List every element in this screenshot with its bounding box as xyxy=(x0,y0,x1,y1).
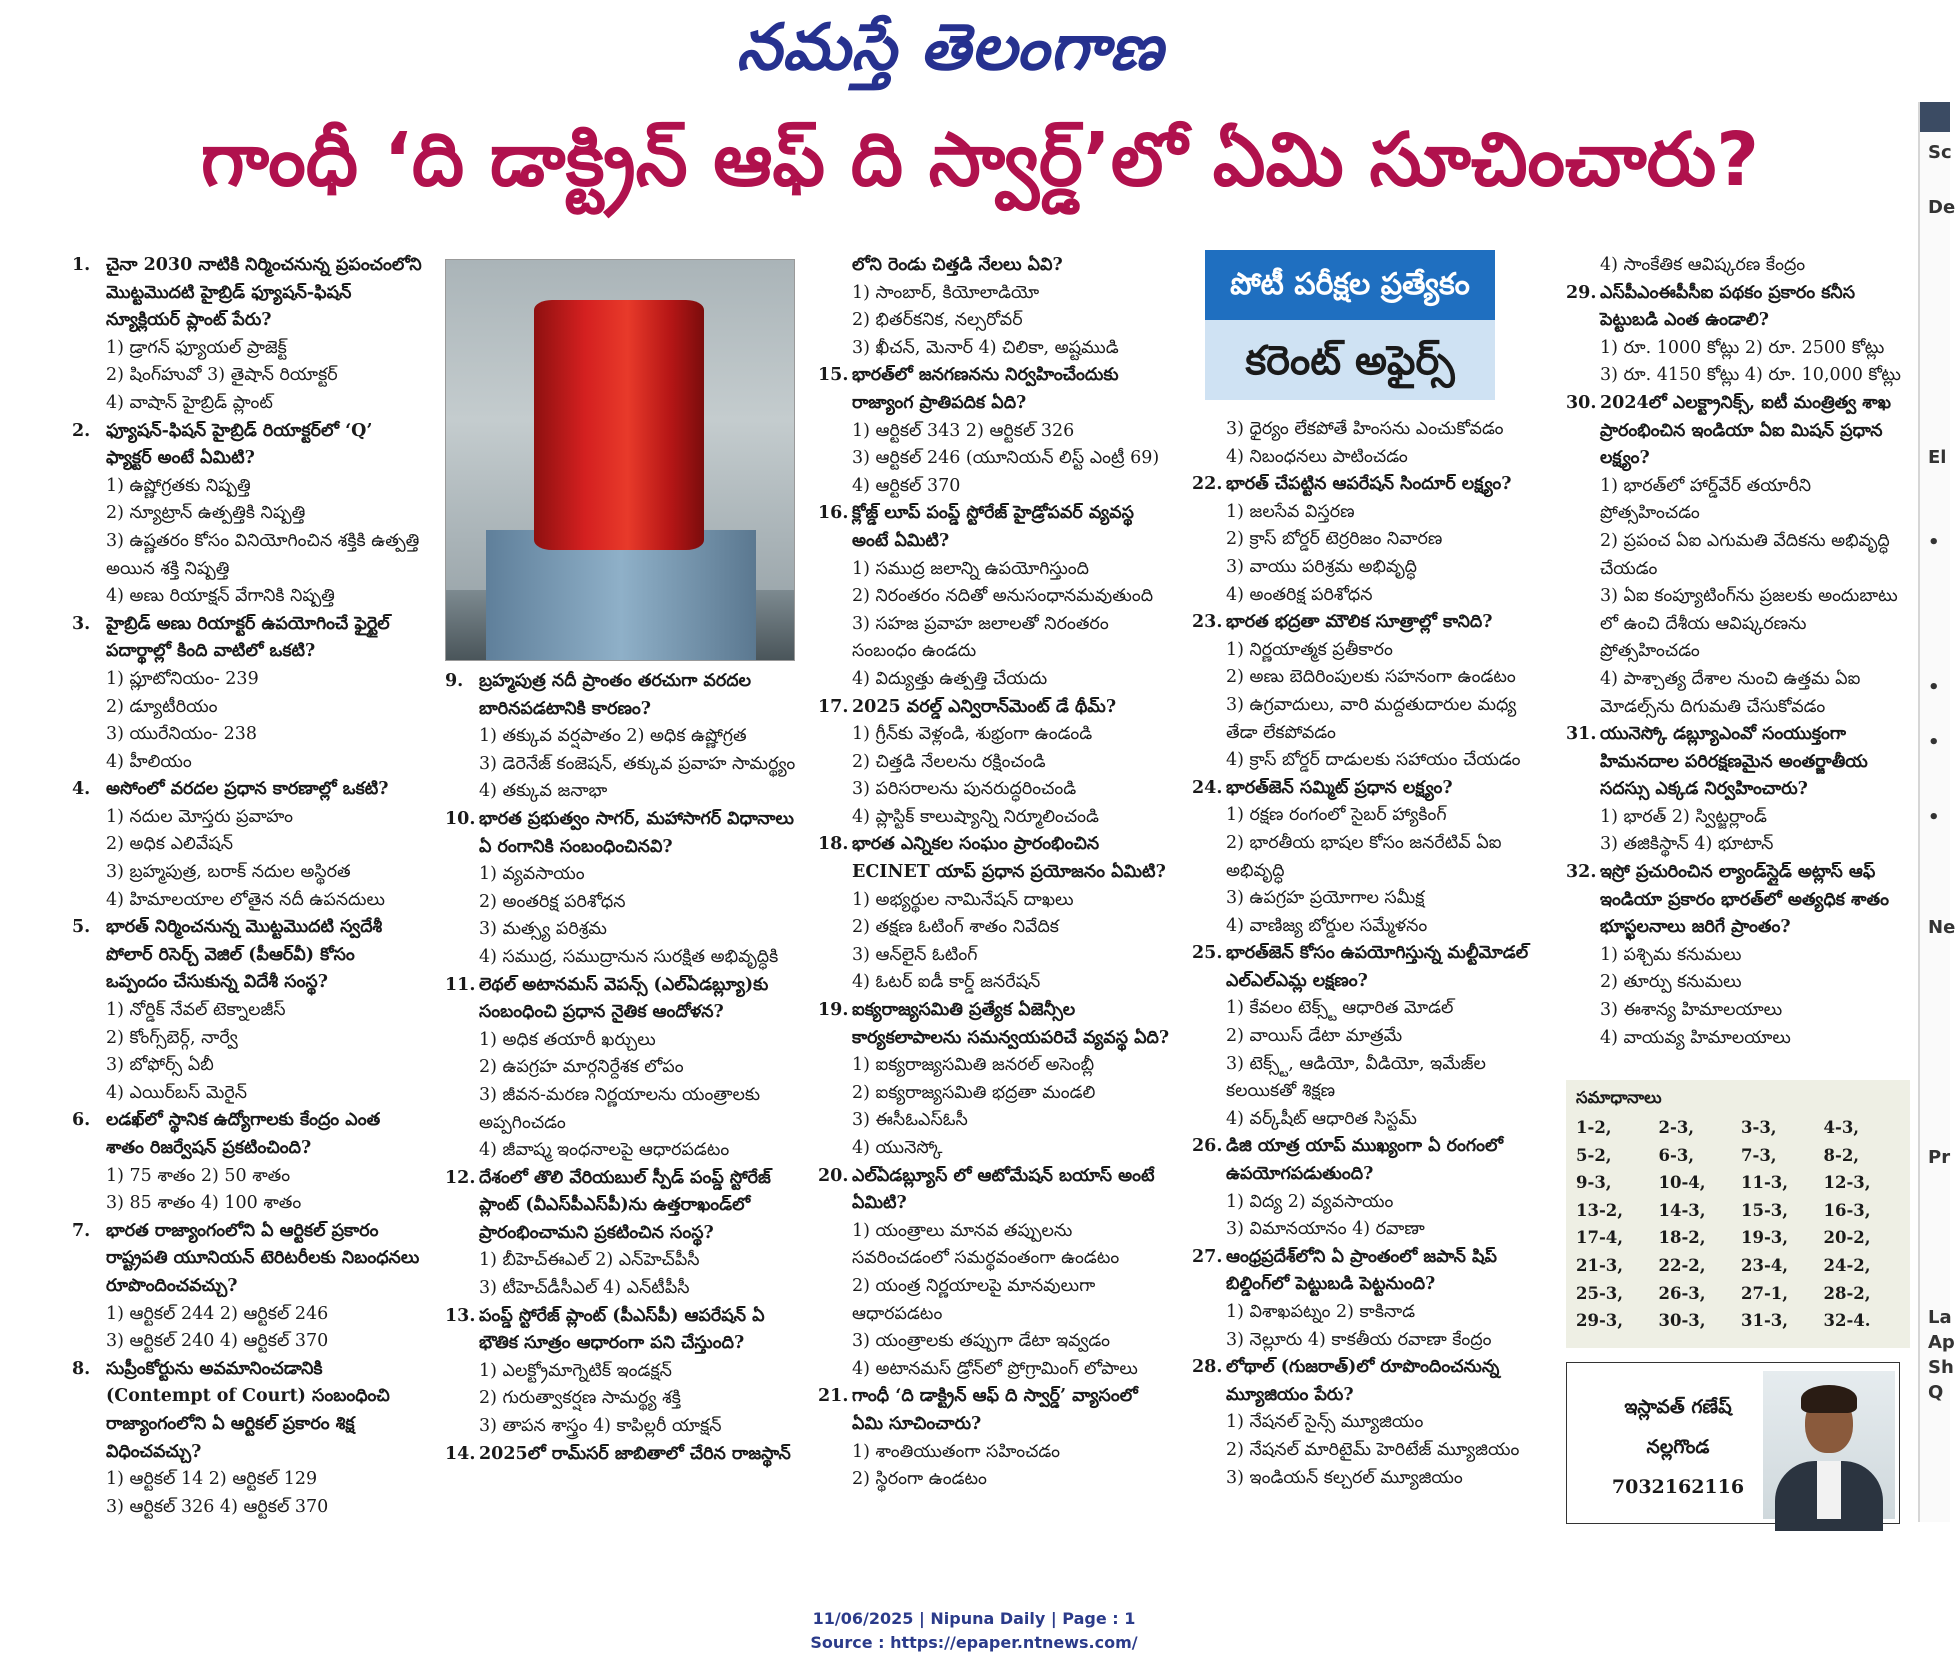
answer-option: 1) ఆర్టికల్ 14 2) ఆర్టికల్ 129 xyxy=(106,1469,318,1490)
question-number: 11. xyxy=(445,974,476,995)
column-3 xyxy=(818,252,1170,1494)
answer-option: 1) విశాఖపట్నం 2) కాకినాడ xyxy=(1226,1302,1416,1322)
question-text xyxy=(72,914,422,997)
answer-key-item: 28-2, xyxy=(1823,1283,1871,1303)
answer-key-item: 30-3, xyxy=(1658,1311,1706,1331)
question-number: 28. xyxy=(1192,1357,1223,1378)
answer-option: 2) షింగ్‌హువో 3) తైషాన్ రియాక్టర్ xyxy=(106,365,338,386)
question-text xyxy=(818,1383,1170,1438)
answer-key-item: 5-2, xyxy=(1576,1145,1612,1165)
answer-option: 2) స్థిరంగా ఉండటం xyxy=(852,1469,987,1490)
question-text xyxy=(72,252,422,335)
question-text xyxy=(1192,609,1544,637)
answer-option: 3) ఏఐ కంప్యూటింగ్‌ను ప్రజలకు అందుబాటు లో ఉంచి దేశీయ ఆవిష్కరణను ప్రోత్సహించడం xyxy=(1600,586,1898,662)
question-body: యునెస్కో డబ్ల్యూఎంవో సంయుక్తంగా హిమనదాల పరిరక్షణమైన అంతర్జాతీయ సదస్సు ఎక్కడ నిర్వహించారు? xyxy=(1600,724,1868,800)
answer-option: 4) ప్లాస్టిక్ కాలుష్యాన్ని నిర్మూలించండి xyxy=(852,806,1099,827)
question-number: 19. xyxy=(818,1000,849,1021)
answer-option: 1) బీహెచ్ఈఎల్ 2) ఎన్‌హెచ్‌పీసీ xyxy=(479,1250,700,1271)
question-body: లోని రెండు చిత్తడి నేలలు ఏవి? xyxy=(852,255,1063,275)
question-body: భారత్ నిర్మించనున్న మొట్టమొదటి స్వదేశీ పోలార్ రిసెర్చ్ వెజిల్ (పీఆర్‌వీ) కోసం ఒప్పందం చేసుకున్న విదేశీ సంస్థ? xyxy=(106,917,383,993)
answer-key-item: 20-2, xyxy=(1823,1228,1871,1248)
question-body: భారత్‌జెన్ కోసం ఉపయోగిస్తున్న మల్టీమోడల్ ఎల్ఎల్ఎమ్ల లక్షణం? xyxy=(1226,943,1529,991)
answer-option: 4) యునెస్కో xyxy=(852,1138,943,1158)
question-body: దేశంలో తొలి వేరియబుల్ స్పీడ్ పంప్డ్ స్టోరేజ్ ప్లాంట్ (వీఎస్‌పీఎస్‌పీ)ను ఉత్తరాఖండ్‌లో ప్రారంభించామని ప్రకటించిన సంస్థ? xyxy=(479,1167,771,1243)
answer-option: 3) ఈశాన్య హిమాలయాలు xyxy=(1600,1000,1783,1021)
answer-option: 1) భారత్‌లో హార్డ్‌వేర్ తయారీని ప్రోత్సహించడం xyxy=(1600,475,1812,524)
question-body: 2025 వరల్డ్ ఎన్విరాన్‌మెంట్ డే థీమ్? xyxy=(852,696,1117,717)
answer-option: 1) ఐక్యరాజ్యసమితి జనరల్ అసెంబ్లీ xyxy=(852,1055,1095,1076)
answer-key-item: 24-2, xyxy=(1823,1255,1871,1275)
answer-key-item: 27-1, xyxy=(1741,1283,1789,1303)
question-body: ఐక్యరాజ్యసమితి ప్రత్యేక ఏజెన్సీల కార్యకలాపాలను సమన్వయపరిచే వ్యవస్థ ఏది? xyxy=(852,1000,1170,1048)
answer-option: 3) ఆర్టికల్ 246 (యూనియన్ లిస్ట్ ఎంట్రీ 69) xyxy=(852,448,1160,469)
answer-key-item: 14-3, xyxy=(1658,1200,1706,1220)
answer-option: 2) గురుత్వాకర్షణ సామర్థ్య శక్తి xyxy=(479,1388,681,1409)
question-text xyxy=(445,1441,797,1469)
answer-option: 3) పరిసరాలను పునరుద్ధరించండి xyxy=(852,779,1077,800)
question-text xyxy=(72,1218,422,1301)
answer-option: 3) ఉపగ్రహ ప్రయోగాల సమీక్ష xyxy=(1226,888,1425,909)
answer-option: 2) ప్రపంచ ఏఐ ఎగుమతి వేదికను అభివృద్ధి చేయడం xyxy=(1600,530,1890,579)
answer-option: 3) నెల్లూరు 4) కాకతీయ రవాణా కేంద్రం xyxy=(1226,1329,1492,1350)
answer-option: 3) మత్స్య పరిశ్రమ xyxy=(479,919,607,940)
question-body: 2025లో రామ్‌సర్ జాబితాలో చేరిన రాజస్థాన్ xyxy=(479,1443,791,1464)
answer-option: 2) తక్షణ ఓటింగ్ శాతం నివేదిక xyxy=(852,917,1059,938)
answer-option: 3) సహజ ప్రవాహ జలాలతో నిరంతరం సంబంధం ఉండదు xyxy=(852,613,1109,662)
answer-option: 3) బోఫోర్స్ ఏబీ xyxy=(106,1055,214,1076)
question-body: లోథాల్ (గుజరాత్)లో రూపొందించనున్న మ్యూజియం పేరు? xyxy=(1226,1357,1500,1405)
answer-option: 4) హిమాలయాల లోతైన నదీ ఉపనదులు xyxy=(106,889,385,910)
answer-option: 2) చిత్తడి నేలలను రక్షించండి xyxy=(852,751,1046,772)
answer-key-item: 29-3, xyxy=(1576,1311,1624,1331)
answer-option: 2) క్రాస్ బోర్డర్ టెర్రరిజం నివారణ xyxy=(1226,529,1443,550)
answer-option: 3) ఖీచన్, మెనార్ 4) చిలికా, అష్టముడి xyxy=(852,337,1119,358)
answer-option: 3) టీహెచ్‌డీసీఎల్ 4) ఎన్‌టీపీసీ xyxy=(479,1278,690,1299)
question-text xyxy=(818,831,1170,886)
answer-option: 2) ఉపగ్రహ మార్గనిర్దేశక లోపం xyxy=(479,1057,684,1078)
answer-option: 1) పశ్చిమ కనుమలు xyxy=(1600,944,1742,965)
question-body: అసోంలో వరదల ప్రధాన కారణాల్లో ఒకటి? xyxy=(106,779,389,800)
answer-option: 1) రక్షణ రంగంలో సైబర్ హ్యాకింగ్ xyxy=(1226,805,1447,826)
answer-option: 3) ఆన్‌లైన్ ఓటింగ్ xyxy=(852,944,978,965)
question-text xyxy=(1566,390,1910,473)
edge-fragment-text: • xyxy=(1928,732,1940,753)
answer-option: 2) అధిక ఎలివేషన్ xyxy=(106,834,234,855)
answer-key-item: 21-3, xyxy=(1576,1255,1624,1275)
question-number: 23. xyxy=(1192,612,1223,633)
question-text xyxy=(1192,1133,1544,1188)
edge-fragment-text: • xyxy=(1928,807,1940,828)
question-body: భారత ప్రభుత్వం సాగర్, మహాసాగర్ విధానాలు ఏ రంగానికి సంబంధించినవి? xyxy=(479,808,794,857)
answer-option: 1) విద్య 2) వ్యవసాయం xyxy=(1226,1191,1394,1212)
question-text xyxy=(818,252,1170,280)
answer-option: 1) డ్రాగన్ ఫ్యూయల్ ప్రాజెక్ట్ xyxy=(106,337,287,358)
question-body: భారత భద్రతా మౌలిక సూత్రాల్లో కానిది? xyxy=(1226,612,1493,633)
question-text xyxy=(445,1165,797,1248)
answers-box xyxy=(1566,1080,1910,1348)
question-body: లెథల్ అటానమస్ వెపన్స్ (ఎల్ఏడబ్ల్యూ)కు సంబంధించి ప్రధాన నైతిక ఆందోళన? xyxy=(479,974,769,1023)
answer-option: 3) తాపన శాస్త్రం 4) కాపిల్లరీ యాక్షన్ xyxy=(479,1416,722,1437)
banner-title: పోటీ పరీక్షల ప్రత్యేకం xyxy=(1205,250,1495,320)
question-body: భారత్‌జెన్ సమ్మిట్ ప్రధాన లక్ష్యం? xyxy=(1226,777,1453,798)
answer-option: 3) ఆర్టికల్ 326 4) ఆర్టికల్ 370 xyxy=(106,1496,329,1517)
answer-option: 3) వాయు పరిశ్రమ అభివృద్ధి xyxy=(1226,556,1418,577)
edge-fragment-text: Q xyxy=(1928,1382,1944,1403)
page-headline: గాంధీ ‘ది డాక్ట్రిన్ ఆఫ్ ది స్వార్డ్’లో ఏమి సూచించారు? xyxy=(200,117,1760,203)
edge-fragment-text: Ne xyxy=(1928,917,1955,938)
question-number: 15. xyxy=(818,365,849,386)
question-text xyxy=(72,776,422,804)
question-text xyxy=(72,1356,422,1466)
answer-option: 4) వాషాన్ హైబ్రిడ్ ప్లాంట్ xyxy=(106,392,273,413)
answer-key-item: 32-4. xyxy=(1823,1311,1871,1331)
answer-key-item: 6-3, xyxy=(1658,1145,1695,1165)
answer-option: 3) 85 శాతం 4) 100 శాతం xyxy=(106,1193,302,1214)
question-text xyxy=(445,972,797,1027)
adjacent-page-edge xyxy=(1918,102,1955,1522)
question-text xyxy=(818,1163,1170,1218)
answer-option: 2) ఐక్యరాజ్యసమితి భద్రతా మండలి xyxy=(852,1082,1096,1103)
answer-option: 3) విమానయానం 4) రవాణా xyxy=(1226,1219,1425,1240)
question-text xyxy=(72,418,422,473)
answer-option: 2) నేషనల్ మారిటైమ్ హెరిటేజ్ మ్యూజియం xyxy=(1226,1439,1520,1460)
question-body: భారత్ చేపట్టిన ఆపరేషన్ సిందూర్ లక్ష్యం? xyxy=(1226,474,1512,495)
answer-option: 1) భారత్ 2) స్విట్జర్లాండ్ xyxy=(1600,806,1768,827)
question-body: భారత్‌లో జనగణనను నిర్వహించేందుకు రాజ్యాంగ ప్రాతిపదిక ఏది? xyxy=(852,365,1119,413)
question-number: 25. xyxy=(1192,943,1223,964)
answer-key-item: 12-3, xyxy=(1823,1173,1871,1193)
question-text xyxy=(1192,1244,1544,1299)
answer-option: 1) వ్యవసాయం xyxy=(479,864,585,885)
question-number: 17. xyxy=(818,696,849,717)
answer-key-item: 31-3, xyxy=(1741,1311,1789,1331)
question-number: 31. xyxy=(1566,724,1597,745)
masthead-logo: నమస్తే తెలంగాణ xyxy=(736,11,1164,85)
answers-grid xyxy=(1576,1116,1906,1333)
question-number: 27. xyxy=(1192,1246,1223,1267)
question-text xyxy=(1192,471,1544,499)
answer-option: 3) డెరెనేజ్ కంజెషన్, తక్కువ ప్రవాహ సామర్థ్యం xyxy=(479,753,796,774)
answer-option: 1) కేవలం టెక్స్ట్ ఆధారిత మోడల్ xyxy=(1226,998,1454,1019)
edge-fragment-text: • xyxy=(1928,677,1940,698)
answer-option: 3) యంత్రాలకు తప్పుగా డేటా ఇవ్వడం xyxy=(852,1331,1110,1352)
column-2 xyxy=(445,668,797,1468)
question-number: 7. xyxy=(72,1220,91,1241)
page-footer xyxy=(0,1607,1948,1655)
question-text xyxy=(72,611,422,666)
answer-option: 1) నోర్డిక్ నేవల్ టెక్నాలజీస్ xyxy=(106,1000,286,1021)
question-text xyxy=(1566,721,1910,804)
answer-option: 4) అంతరిక్ష పరిశోధన xyxy=(1226,584,1373,605)
answer-option: 2) భారతీయ భాషల కోసం జనరేటివ్ ఏఐ అభివృద్ధి xyxy=(1226,832,1502,881)
question-text xyxy=(1566,280,1910,335)
question-text xyxy=(818,500,1170,555)
answer-option: 1) ప్లూటోనియం- 239 xyxy=(106,668,259,689)
author-phone: 7032162116 xyxy=(1611,1476,1745,1498)
question-body: చైనా 2030 నాటికి నిర్మించనున్న ప్రపంచంలోని మొట్టమొదటి హైబ్రిడ్ ఫ్యూషన్-ఫిషన్ న్యూక్లియర్ ప్లాంట్ పేరు? xyxy=(106,255,422,331)
answer-option: 3) బ్రహ్మపుత్ర, బరాక్ నదుల అస్థిరత xyxy=(106,862,351,883)
question-text xyxy=(72,1107,422,1162)
answer-key-item: 18-2, xyxy=(1658,1228,1706,1248)
answer-key-item: 2-3, xyxy=(1658,1118,1695,1137)
answer-key-item: 3-3, xyxy=(1741,1118,1777,1137)
question-body: భారత ఎన్నికల సంఘం ప్రారంభించిన ECINET యాప్ ప్రధాన ప్రయోజనం ఏమిటి? xyxy=(852,834,1166,883)
edge-fragment-text: Sc xyxy=(1928,142,1952,163)
answer-option: 1) గ్రీన్‌కు వెళ్లండి, శుభ్రంగా ఉండండి xyxy=(852,724,1093,745)
answer-option: 3) ఉగ్రవాదులు, వారి మద్దతుదారుల మధ్య తేడా లేకపోవడం xyxy=(1226,694,1517,743)
question-number: 26. xyxy=(1192,1136,1223,1157)
question-body: ఎల్ఏడబ్ల్యూస్‌ లో ఆటోమేషన్ బయాస్ అంటే ఏమిటి? xyxy=(852,1165,1155,1214)
answer-option: 4) ఆర్టికల్ 370 xyxy=(852,475,961,496)
answer-option: 3) ధైర్యం లేకపోతే హింసను ఎంచుకోవడం xyxy=(1226,419,1504,439)
answer-option: 3) ఉష్ణతరం కోసం వినియోగించిన శక్తికి ఉత్పత్తి అయిన శక్తి నిష్పత్తి xyxy=(106,530,420,579)
answer-option: 1) సాంబార్, కియోలాడియో xyxy=(852,282,1040,303)
question-number: 12. xyxy=(445,1167,476,1188)
answer-option: 1) నదుల మోస్తరు ప్రవాహం xyxy=(106,806,294,827)
question-body: హైబ్రిడ్ అణు రియాక్టర్ ఉపయోగించే ఫైర్టైల్ పదార్థాల్లో కింది వాటిలో ఒకటి? xyxy=(106,613,390,662)
answer-option: 4) పాశ్చాత్య దేశాల నుంచి ఉత్తమ ఏఐ మోడల్స్‌ను దిగుమతి చేసుకోవడం xyxy=(1600,668,1861,717)
author-photo xyxy=(1763,1371,1895,1519)
answer-option: 3) ఆర్టికల్ 240 4) ఆర్టికల్ 370 xyxy=(106,1331,329,1352)
question-number: 6. xyxy=(72,1110,91,1131)
question-number: 5. xyxy=(72,917,91,938)
question-body: క్లోజ్డ్ లూప్ పంప్డ్ స్టోరేజ్ హైడ్రోపవర్ వ్యవస్థ అంటే ఏమిటి? xyxy=(852,503,1134,551)
answer-key-item: 25-3, xyxy=(1576,1283,1624,1303)
answer-option: 1) యంత్రాలు మానవ తప్పులను సవరించడంలో సమర్థవంతంగా ఉండటం xyxy=(852,1220,1120,1269)
answer-key-item: 9-3, xyxy=(1576,1173,1612,1193)
answer-option: 3) ఈసీఓఎస్‌ఓసీ xyxy=(852,1110,968,1131)
answer-option: 2) భితర్‌కనిక, నల్సరోవర్ xyxy=(852,310,1023,331)
answer-key-item: 11-3, xyxy=(1741,1173,1789,1193)
answer-option: 4) జీవాష్మ ఇంధనాలపై ఆధారపడటం xyxy=(479,1140,730,1161)
answer-option: 4) క్రాస్ బోర్డర్ దాడులకు సహాయం చేయడం xyxy=(1226,750,1521,771)
section-banner xyxy=(1205,250,1495,400)
answer-key-item: 22-2, xyxy=(1658,1255,1706,1275)
answer-option: 1) ఉష్ణోగ్రతకు నిష్పత్తి xyxy=(106,475,251,496)
answer-key-item: 8-2, xyxy=(1823,1145,1860,1165)
question-body: భారత రాజ్యాంగంలోని ఏ ఆర్టికల్ ప్రకారం రాష్ట్రపతి యూనియన్ టెరిటరీలకు నిబంధనలు రూపొందించవచ్చు? xyxy=(106,1220,420,1296)
edge-fragment-text: • xyxy=(1928,532,1940,553)
answer-key-item: 7-3, xyxy=(1741,1145,1777,1165)
answer-option: 2) నిరంతరం నదితో అనుసంధానమవుతుంది xyxy=(852,586,1154,607)
answer-option: 1) రూ. 1000 కోట్లు 2) రూ. 2500 కోట్లు xyxy=(1600,337,1885,358)
answer-key-item: 19-3, xyxy=(1741,1228,1789,1248)
answer-key-item: 15-3, xyxy=(1741,1200,1789,1220)
question-number: 21. xyxy=(818,1386,849,1407)
question-number: 13. xyxy=(445,1305,476,1326)
answer-option: 4) నిబంధనలు పాటించడం xyxy=(1226,446,1408,467)
answer-option: 3) జీవన-మరణ నిర్ణయాలను యంత్రాలకు అప్పగించడం xyxy=(479,1084,761,1133)
answer-option: 1) సముద్ర జలాన్ని ఉపయోగిస్తుంది xyxy=(852,558,1089,579)
question-text xyxy=(1192,940,1544,995)
question-number: 18. xyxy=(818,834,849,855)
author-box xyxy=(1566,1362,1900,1524)
question-number: 24. xyxy=(1192,777,1223,798)
edge-fragment-text: Pr xyxy=(1928,1147,1951,1168)
answer-key-item: 16-3, xyxy=(1823,1200,1871,1220)
answer-option: 2) తూర్పు కనుమలు xyxy=(1600,972,1742,993)
answer-option: 1) 75 శాతం 2) 50 శాతం xyxy=(106,1165,291,1186)
question-body: బ్రహ్మపుత్ర నదీ ప్రాంతం తరచుగా వరదల బారినపడటానికి కారణం? xyxy=(479,671,751,719)
footer-source-line: Source : https://epaper.ntnews.com/ xyxy=(810,1633,1138,1652)
question-text xyxy=(1192,775,1544,803)
edge-fragment-text: Ap xyxy=(1928,1332,1955,1353)
answer-option: 3) తజికిస్థాన్ 4) భూటాన్ xyxy=(1600,834,1774,855)
question-text xyxy=(818,362,1170,417)
answer-option: 1) నిర్ణయాత్మక ప్రతీకారం xyxy=(1226,639,1393,660)
author-name: ఇస్లావత్ గణేష్ xyxy=(1624,1396,1732,1418)
answer-option: 2) న్యూట్రాన్ ఉత్పత్తికి నిష్పత్తి xyxy=(106,503,306,524)
answer-option: 1) శాంతియుతంగా సహించడం xyxy=(852,1441,1060,1462)
answer-option: 4) అణు రియాక్షన్ వేగానికి నిష్పత్తి xyxy=(106,586,335,607)
question-text xyxy=(1192,1354,1544,1409)
answer-option: 1) జలసేవ విస్తరణ xyxy=(1226,501,1355,522)
question-number: 30. xyxy=(1566,392,1597,413)
answer-option: 1) నేషనల్ సైన్స్ మ్యూజియం xyxy=(1226,1412,1424,1433)
answer-option: 4) సముద్ర, సముద్రానున సురక్షిత అభివృద్ధికి xyxy=(479,946,779,967)
answer-key-item: 4-3, xyxy=(1823,1118,1860,1137)
column-1 xyxy=(72,252,422,1521)
question-text xyxy=(818,997,1170,1052)
answer-option: 1) అభ్యర్థుల నామినేషన్ దాఖలు xyxy=(852,889,1074,910)
question-number: 16. xyxy=(818,503,849,524)
answer-option: 2) యంత్ర నిర్ణయాలపై మానవులుగా ఆధారపడటం xyxy=(852,1275,1096,1324)
banner-subtitle: కరెంట్ అఫైర్స్ xyxy=(1245,338,1455,384)
answer-option: 4) వాణిజ్య బోర్డుల సమ్మేళనం xyxy=(1226,915,1428,936)
edge-fragment-text: La xyxy=(1928,1307,1952,1328)
question-body: లడఖ్‌లో స్థానిక ఉద్యోగాలకు కేంద్రం ఎంత శాతం రిజర్వేషన్ ప్రకటించింది? xyxy=(106,1110,381,1158)
column-5 xyxy=(1566,252,1910,1052)
question-body: ఆంధ్రప్రదేశ్‌లోని ఏ ప్రాంతంలో జపాన్ షిప్ బిల్డింగ్‌లో పెట్టుబడి పెట్టనుంది? xyxy=(1226,1246,1497,1295)
answer-option: 4) విద్యుత్తు ఉత్పత్తి చేయదు xyxy=(852,668,1048,689)
question-number: 3. xyxy=(72,613,91,634)
answer-option: 1) తక్కువ వర్షపాతం 2) అధిక ఉష్ణోగ్రత xyxy=(479,726,747,747)
question-number: 32. xyxy=(1566,862,1597,883)
answer-key-item: 13-2, xyxy=(1576,1200,1624,1220)
question-body: ఫ్యూషన్-ఫిషన్ హైబ్రిడ్ రియాక్టర్‌లో ‘Q’ ఫ్యాక్టర్ అంటే ఏమిటి? xyxy=(106,420,373,469)
question-body: ఇస్రో ప్రచురించిన ల్యాండ్‌స్లైడ్ అట్లాస్ ఆఫ్ ఇండియా ప్రకారం భారత్‌లో అత్యధిక శాతం భూస్ఖలనాలు జరిగే ప్రాంతం? xyxy=(1600,862,1889,938)
author-place: నల్లగొండ xyxy=(1646,1436,1710,1458)
answer-option: 2) కోంగ్స్‌బెర్గ్, నార్వే xyxy=(106,1027,238,1048)
question-number: 1. xyxy=(72,255,91,275)
answer-key-item: 23-4, xyxy=(1741,1255,1789,1275)
question-body: గాంధీ ‘ది డాక్ట్రిన్ ఆఫ్ ది స్వార్డ్’ వ్యాసంలో ఏమి సూచించారు? xyxy=(852,1386,1138,1434)
question-body: డిజి యాత్ర యాప్ ముఖ్యంగా ఏ రంగంలో ఉపయోగపడుతుంది? xyxy=(1226,1136,1503,1185)
answer-option: 1) ఆర్టికల్ 244 2) ఆర్టికల్ 246 xyxy=(106,1303,329,1324)
answer-option: 4) అటానమస్ డ్రోన్‌లో ప్రోగ్రామింగ్ లోపాలు xyxy=(852,1358,1138,1379)
question-number: 4. xyxy=(72,779,91,800)
answer-option: 4) వాయవ్య హిమాలయాలు xyxy=(1600,1027,1791,1048)
answer-option: 2) అంతరిక్ష పరిశోధన xyxy=(479,891,626,912)
question-body: 2024లో ఎలక్ట్రానిక్స్, ఐటీ మంత్రిత్వ శాఖ ప్రారంభించిన ఇండియా ఏఐ మిషన్ ప్రధాన లక్ష్యం? xyxy=(1600,392,1891,469)
column-4 xyxy=(1192,416,1544,1492)
answer-option: 1) ఎలక్ట్రోమాగ్నెటిక్ ఇండక్షన్ xyxy=(479,1360,672,1381)
question-text xyxy=(445,668,797,723)
answer-key-item: 26-3, xyxy=(1658,1283,1706,1303)
edge-fragment-text: De xyxy=(1928,197,1955,218)
answer-option: 4) ఓటర్ ఐడీ కార్డ్ జనరేషన్ xyxy=(852,972,1041,993)
question-number: 22. xyxy=(1192,474,1223,495)
question-text xyxy=(1566,859,1910,942)
answer-option: 4) వర్క్‌షీట్ ఆధారిత సిస్టమ్ xyxy=(1226,1108,1417,1129)
question-number: 2. xyxy=(72,420,91,441)
answer-option: 4) సాంకేతిక ఆవిష్కరణ కేంద్రం xyxy=(1600,255,1806,275)
question-number: 20. xyxy=(818,1165,849,1186)
question-number: 10. xyxy=(445,808,476,829)
answer-key-item: 10-4, xyxy=(1658,1173,1706,1193)
answer-key-item: 17-4, xyxy=(1576,1228,1624,1248)
question-number: 14. xyxy=(445,1443,476,1464)
answer-option: 3) ఇండియన్ కల్చరల్ మ్యూజియం xyxy=(1226,1467,1463,1488)
answer-option: 4) హీలియం xyxy=(106,751,192,772)
answer-option: 4) తక్కువ జనాభా xyxy=(479,781,608,802)
question-number: 8. xyxy=(72,1358,91,1379)
footer-date-line: 11/06/2025 | Nipuna Daily | Page : 1 xyxy=(812,1609,1136,1628)
answer-option: 3) యురేనియం- 238 xyxy=(106,724,258,745)
reactor-photo xyxy=(445,259,795,661)
edge-fragment-text: El xyxy=(1928,447,1947,468)
question-body: సుప్రీంకోర్టును అవమానించడానికి (Contempt of Court) సంబంధించి రాజ్యాంగంలోని ఏ ఆర్టికల్ ప్రకారం శిక్ష విధించవచ్చు? xyxy=(106,1358,390,1462)
answers-heading: సమాధానాలు xyxy=(1576,1088,1662,1107)
question-text xyxy=(445,1303,797,1358)
answer-option: 1) అధిక తయారీ ఖర్చులు xyxy=(479,1029,656,1050)
answer-option: 2) డ్యూటీరియం xyxy=(106,696,218,717)
answer-option: 2) వాయిస్ డేటా మాత్రమే xyxy=(1226,1026,1403,1047)
answer-option: 4) ఎయిర్‌బస్ మెరైన్ xyxy=(106,1082,247,1103)
answer-option: 3) టెక్స్ట్, ఆడియో, వీడియో, ఇమేజ్‌ల కలయికతో శిక్షణ xyxy=(1226,1053,1486,1102)
question-number: 29. xyxy=(1566,282,1597,303)
question-body: ఎస్‌పీఎంఈపీసీఐ పథకం ప్రకారం కనీస పెట్టుబడి ఎంత ఉండాలి? xyxy=(1600,282,1855,331)
answer-key-item: 1-2, xyxy=(1576,1118,1612,1137)
question-body: పంప్డ్ స్టోరేజ్ ప్లాంట్ (పీఎస్‌పీ) ఆపరేషన్ ఏ భౌతిక సూత్రం ఆధారంగా పని చేస్తుంది? xyxy=(479,1305,765,1354)
question-text xyxy=(818,694,1170,722)
answer-option: 2) అణు బెదిరింపులకు సహనంగా ఉండటం xyxy=(1226,667,1516,688)
edge-fragment-text: Sh xyxy=(1928,1357,1954,1378)
answer-option: 1) ఆర్టికల్ 343 2) ఆర్టికల్ 326 xyxy=(852,420,1075,441)
answer-option: 3) రూ. 4150 కోట్లు 4) రూ. 10,000 కోట్లు xyxy=(1600,365,1901,386)
question-text xyxy=(445,806,797,861)
question-number: 9. xyxy=(445,671,464,691)
